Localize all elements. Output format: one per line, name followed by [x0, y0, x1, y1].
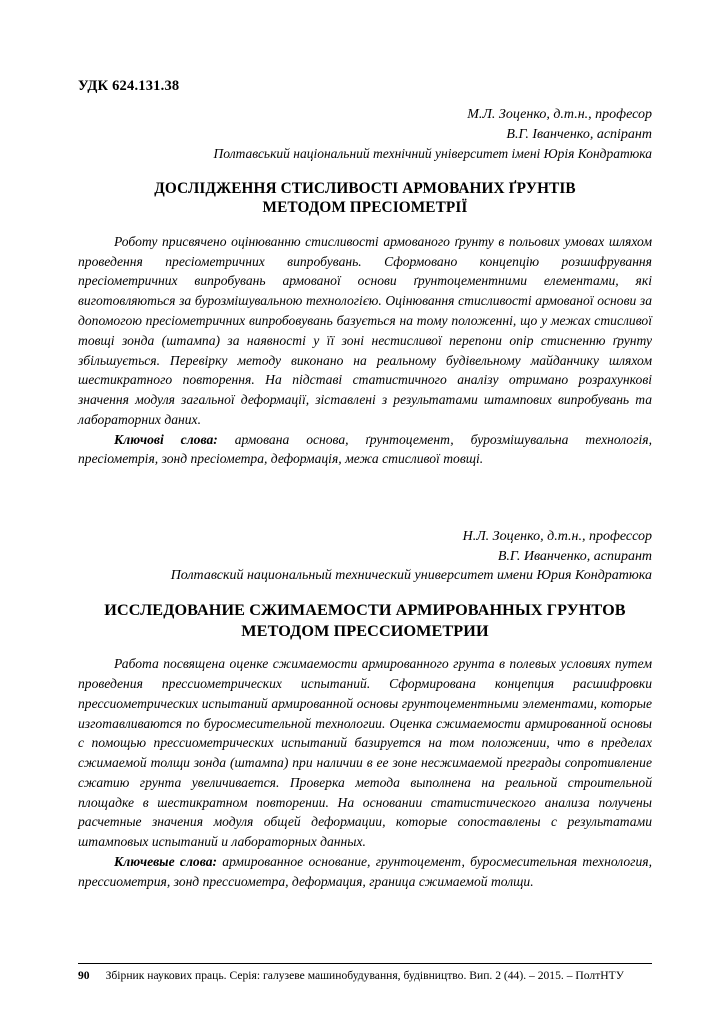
- author-line: М.Л. Зоценко, д.т.н., професор: [467, 107, 652, 122]
- russian-section: [78, 527, 652, 891]
- title-line-1: ДОСЛІДЖЕННЯ СТИСЛИВОСТІ АРМОВАНИХ ҐРУНТІВ: [154, 179, 576, 197]
- paper-title-uk: [78, 179, 652, 218]
- author-line: Н.Л. Зоценко, д.т.н., профессор: [462, 529, 652, 545]
- author-line: В.Г. Иванченко, аспирант: [497, 548, 652, 564]
- authors-ru: [78, 527, 652, 567]
- page-footer: [78, 963, 652, 982]
- title-line-2: МЕТОДОМ ПРЕСІОМЕТРІЇ: [262, 199, 468, 217]
- udc-code: УДК 624.131.38: [78, 78, 180, 94]
- authors-uk: [78, 105, 652, 145]
- keywords-label-ru: Ключевые слова:: [114, 853, 218, 869]
- keywords-text-ru: армированное основание, грунтоцемент, буросмесительная технология, прессиометрия, зонд прессиометра, деформация, граница сжимаемой толщи.: [78, 853, 652, 889]
- author-line: В.Г. Іванченко, аспірант: [506, 126, 652, 142]
- affiliation-ru: Полтавский национальный технический университет имени Юрия Кондратюка: [170, 567, 652, 583]
- keywords-uk: [78, 430, 652, 470]
- title-line-2: МЕТОДОМ ПРЕССИОМЕТРИИ: [241, 621, 489, 640]
- ukrainian-section: [78, 105, 652, 469]
- footer-citation: Збірник наукових праць. Серія: галузеве машинобудування, будівництво. Вип. 2 (44). – 2015. – ПолтНТУ: [105, 969, 624, 982]
- footer-line: [78, 969, 652, 982]
- paper-title-ru: [78, 600, 652, 641]
- page-number: 90: [78, 969, 90, 982]
- footer-divider: [78, 963, 652, 964]
- affiliation-uk: Полтавський національний технічний університет імені Юрія Кондратюка: [213, 145, 652, 161]
- keywords-label-uk: Ключові слова:: [114, 431, 218, 447]
- title-line-1: ИССЛЕДОВАНИЕ СЖИМАЕМОСТИ АРМИРОВАННЫХ ГРУНТОВ: [104, 600, 626, 619]
- keywords-text-uk: армована основа, ґрунтоцемент, бурозмішувальна технологія, пресіометрія, зонд пресіометра, деформація, межа стисливої товщі.: [78, 431, 652, 467]
- keywords-ru: [78, 852, 652, 892]
- abstract-ru: Работа посвящена оценке сжимаемости армированного грунта в полевых условиях путем проведения прессиометрических испытаний. Сформирована концепция расшифровки прессиометрических испытаний армированной основы грунтоцементными элементами, которые изготавливаются по буросмесительной технологии. Оценка сжимаемости армированной основы с помощью прессиометрических испытаний базируется на том положении, что в пределах сжимаемой толщи зонда (штампа) при наличии в ее зоне несжимаемой преграды сопротивление сжатию грунта увеличивается. Проверка метода выполнена на реальной строительной площадке в шестикратном повторении. На основании статистического анализа получены расчетные значения модуля общей деформации, которые сопоставлены с результатами штамповых испытаний и лабораторных данных.: [78, 656, 652, 850]
- abstract-uk: Роботу присвячено оцінюванню стисливості армованого ґрунту в польових умовах шляхом проведення пресіометричних випробувань. Сформовано концепцію розшифрування пресіометричних випробувань армованої основи ґрунтоцементними елементами, які виготовляються за бурозмішувальною технологією. Оцінювання стисливості армованої основи за допомогою пресіометричних випробовувань базується на тому положенні, що у межах стисливої товщі зонда (штампа) за наявності у її зоні нестисливої перепони опір стисненню ґрунту збільшується. Перевірку методу виконано на реальному будівельному майданчику шляхом шестикратного повторення. На підставі статистичного аналізу отримано розрахункові значення модуля загальної деформації, зіставлені з результатами штампових випробувань та лабораторних даних.: [78, 233, 652, 427]
- section-spacer: [78, 469, 652, 527]
